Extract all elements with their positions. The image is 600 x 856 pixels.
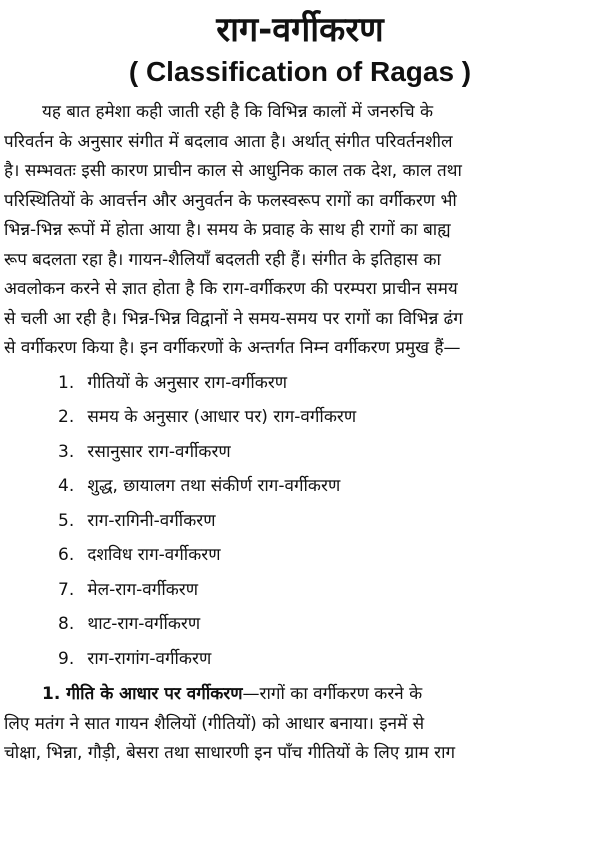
- list-item-number: 4.: [58, 476, 75, 496]
- intro-line: भिन्न-भिन्न रूपों में होता आया है। समय के प्रवाह के साथ ही रागों का बाह्य: [4, 220, 451, 240]
- intro-line: अवलोकन करने से ज्ञात होता है कि राग-वर्गीकरण की परम्परा प्राचीन समय: [4, 279, 458, 299]
- classification-list: [0, 366, 600, 677]
- list-item-text: मेल-राग-वर्गीकरण: [87, 579, 199, 600]
- list-item: [0, 400, 600, 435]
- intro-line: परिस्थितियों के आवर्त्तन और अनुवर्तन के फलस्वरूप रागों का वर्गीकरण भी: [4, 190, 457, 211]
- list-item: [0, 435, 600, 470]
- list-item-number: 3.: [58, 441, 75, 462]
- list-item: [0, 504, 600, 539]
- list-item-text: शुद्ध, छायालग तथा संकीर्ण राग-वर्गीकरण: [87, 476, 341, 496]
- intro-line: यह बात हमेशा कही जाती रही है कि विभिन्न कालों में जनरुचि के: [42, 102, 434, 122]
- intro-line: परिवर्तन के अनुसार संगीत में बदलाव आता है। अर्थात् संगीत परिवर्तनशील: [4, 131, 453, 152]
- list-item-number: 5.: [58, 510, 75, 531]
- intro-line: से चली आ रही है। भिन्न-भिन्न विद्वानों ने समय-समय पर रागों का विभिन्न ढंग: [4, 308, 463, 329]
- section-first-line: [4, 680, 596, 710]
- list-item-number: 8.: [58, 614, 75, 634]
- section-line: लिए मतंग ने सात गायन शैलियों (गीतियों) को आधार बनाया। इनमें से: [4, 713, 425, 734]
- list-item-text: गीतियों के अनुसार राग-वर्गीकरण: [87, 372, 288, 393]
- intro-line: है। सम्भवतः इसी कारण प्राचीन काल से आधुनिक काल तक देश, काल तथा: [4, 161, 462, 181]
- page-title: राग-वर्गीकरण: [216, 10, 384, 50]
- list-item-number: 2.: [58, 407, 75, 427]
- list-item-text: थाट-राग-वर्गीकरण: [87, 614, 201, 634]
- list-item: [0, 469, 600, 504]
- page-subtitle: ( Classification of Ragas ): [128, 56, 472, 87]
- intro-line: रूप बदलता रहा है। गायन-शैलियाँ बदलती रही हैं। संगीत के इतिहास का: [4, 249, 441, 270]
- list-item-number: 1.: [58, 372, 75, 393]
- intro-paragraph: [0, 98, 600, 364]
- list-item-text: राग-रागिनी-वर्गीकरण: [87, 510, 216, 531]
- list-item: [0, 642, 600, 677]
- section-line: चोक्षा, भिन्ना, गौड़ी, बेसरा तथा साधारणी इन पाँच गीतियों के लिए ग्राम राग: [4, 743, 456, 763]
- list-item-text: राग-रागांग-वर्गीकरण: [87, 648, 212, 669]
- list-item: [0, 573, 600, 608]
- list-item-text: दशविध राग-वर्गीकरण: [87, 545, 221, 565]
- list-item-number: 6.: [58, 545, 75, 565]
- list-item: [0, 366, 600, 401]
- section-heading-rest: —रागों का वर्गीकरण करने के: [242, 684, 423, 704]
- list-item-text: समय के अनुसार (आधार पर) राग-वर्गीकरण: [87, 407, 357, 427]
- intro-line: से वर्गीकरण किया है। इन वर्गीकरणों के अन्तर्गत निम्न वर्गीकरण प्रमुख हैं—: [4, 338, 461, 358]
- list-item: [0, 607, 600, 642]
- list-item: [0, 538, 600, 573]
- section-heading: 1. गीति के आधार पर वर्गीकरण: [42, 684, 243, 704]
- list-item-number: 9.: [58, 648, 75, 669]
- section-paragraph: [0, 680, 600, 769]
- list-item-text: रसानुसार राग-वर्गीकरण: [87, 441, 231, 462]
- list-item-number: 7.: [58, 579, 75, 600]
